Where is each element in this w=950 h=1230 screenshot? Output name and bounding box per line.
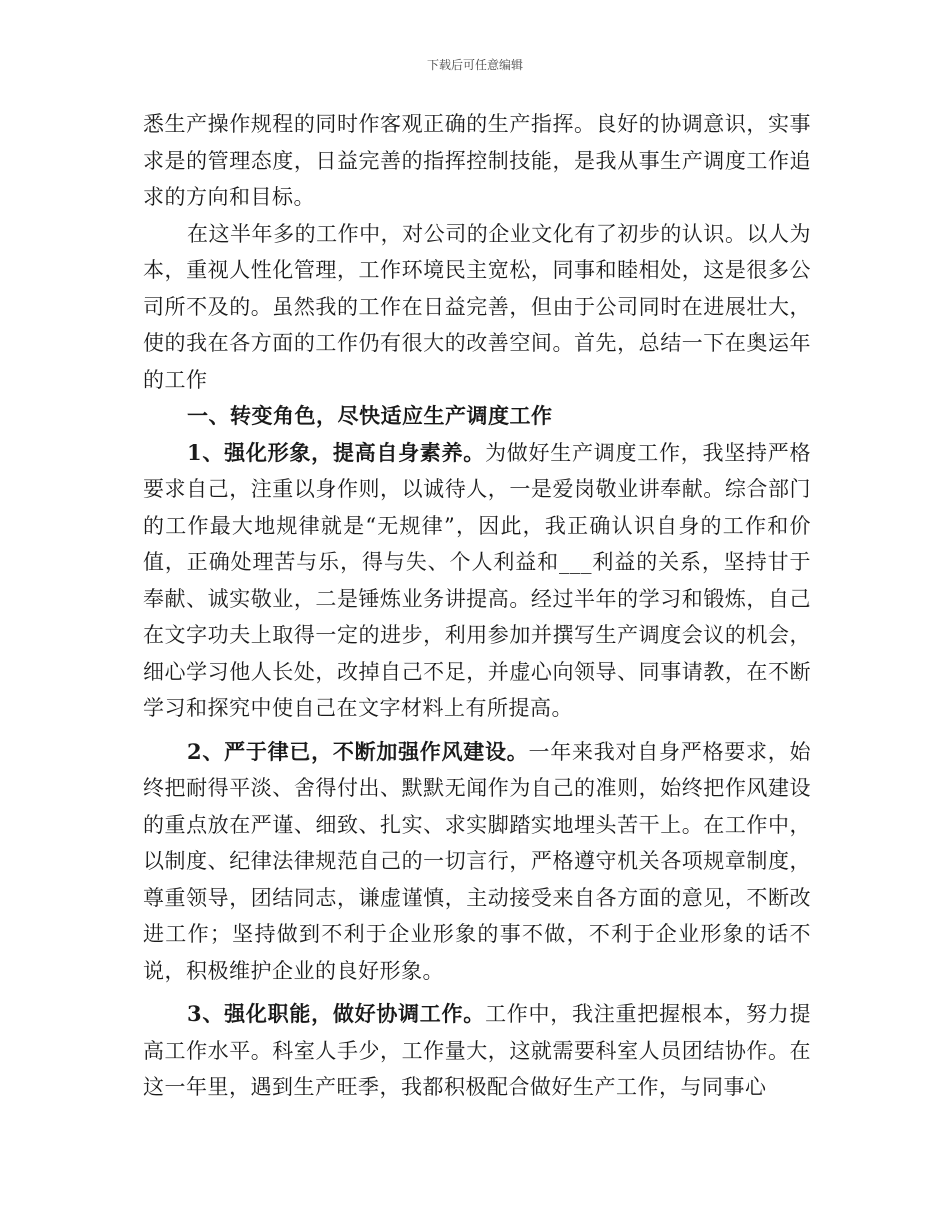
paragraph-3-lead: 1、强化形象，提高自身素养。 bbox=[187, 439, 486, 465]
paragraph-4 bbox=[143, 734, 811, 990]
paragraph-1: 悉生产操作规程的同时作客观正确的生产指挥。良好的协调意识，实事求是的管理态度，日益完善的指挥控制技能，是我从事生产调度工作追求的方向和目标。 bbox=[143, 112, 811, 209]
paragraph-3-body: 为做好生产调度工作，我坚持严格要求自己，注重以身作则，以诚待人，一是爱岗敬业讲奉献。综合部门的工作最大地规律就是“无规律”，因此，我正确认识自身的工作和价值，正确处理苦与乐，得与失、个人利益和___利益的关系，坚持甘于奉献、诚实敬业，二是锤炼业务讲提高。经过半年的学习和锻炼，自己在文字功夫上取得一定的进步，利用参加并撰写生产调度会议的机会，细心学习他人长处，改掉自己不足，并虚心向领导、同事请教，在不断学习和探究中使自己在文字材料上有所提高。 bbox=[143, 440, 811, 720]
paragraph-3 bbox=[143, 435, 811, 727]
paragraph-2: 在这半年多的工作中，对公司的企业文化有了初步的认识。以人为本，重视人性化管理，工作环境民主宽松，同事和睦相处，这是很多公司所不及的。虽然我的工作在日益完善，但由于公司同时在进展壮大，使的我在各方面的工作仍有很大的改善空间。首先，总结一下在奥运年的工作 bbox=[143, 221, 811, 392]
paragraph-5 bbox=[143, 996, 811, 1106]
paragraph-4-body: 一年来我对自身严格要求，始终把耐得平淡、舍得付出、默默无闻作为自己的准则，始终把作风建设的重点放在严谨、细致、扎实、求实脚踏实地埋头苦干上。在工作中，以制度、纪律法律规范自己的一切言行，严格遵守机关各项规章制度，尊重领导，团结同志，谦虚谨慎，主动接受来自各方面的意见，不断改进工作；坚持做到不利于企业形象的事不做，不利于企业形象的话不说，积极维护企业的良好形象。 bbox=[143, 739, 811, 983]
paragraph-4-lead: 2、严于律已，不断加强作风建设。 bbox=[187, 738, 529, 764]
document-body bbox=[143, 106, 811, 1106]
page-header: 下载后可任意编辑 bbox=[426, 58, 523, 72]
paragraph-5-body: 工作中，我注重把握根本，努力提高工作水平。科室人手少，工作量大，这就需要科室人员团结协作。在这一年里，遇到生产旺季，我都积极配合做好生产工作，与同事心 bbox=[143, 1002, 811, 1099]
paragraph-5-lead: 3、强化职能，做好协调工作。 bbox=[187, 1001, 486, 1026]
section-heading: 一、转变角色，尽快适应生产调度工作 bbox=[187, 403, 553, 428]
